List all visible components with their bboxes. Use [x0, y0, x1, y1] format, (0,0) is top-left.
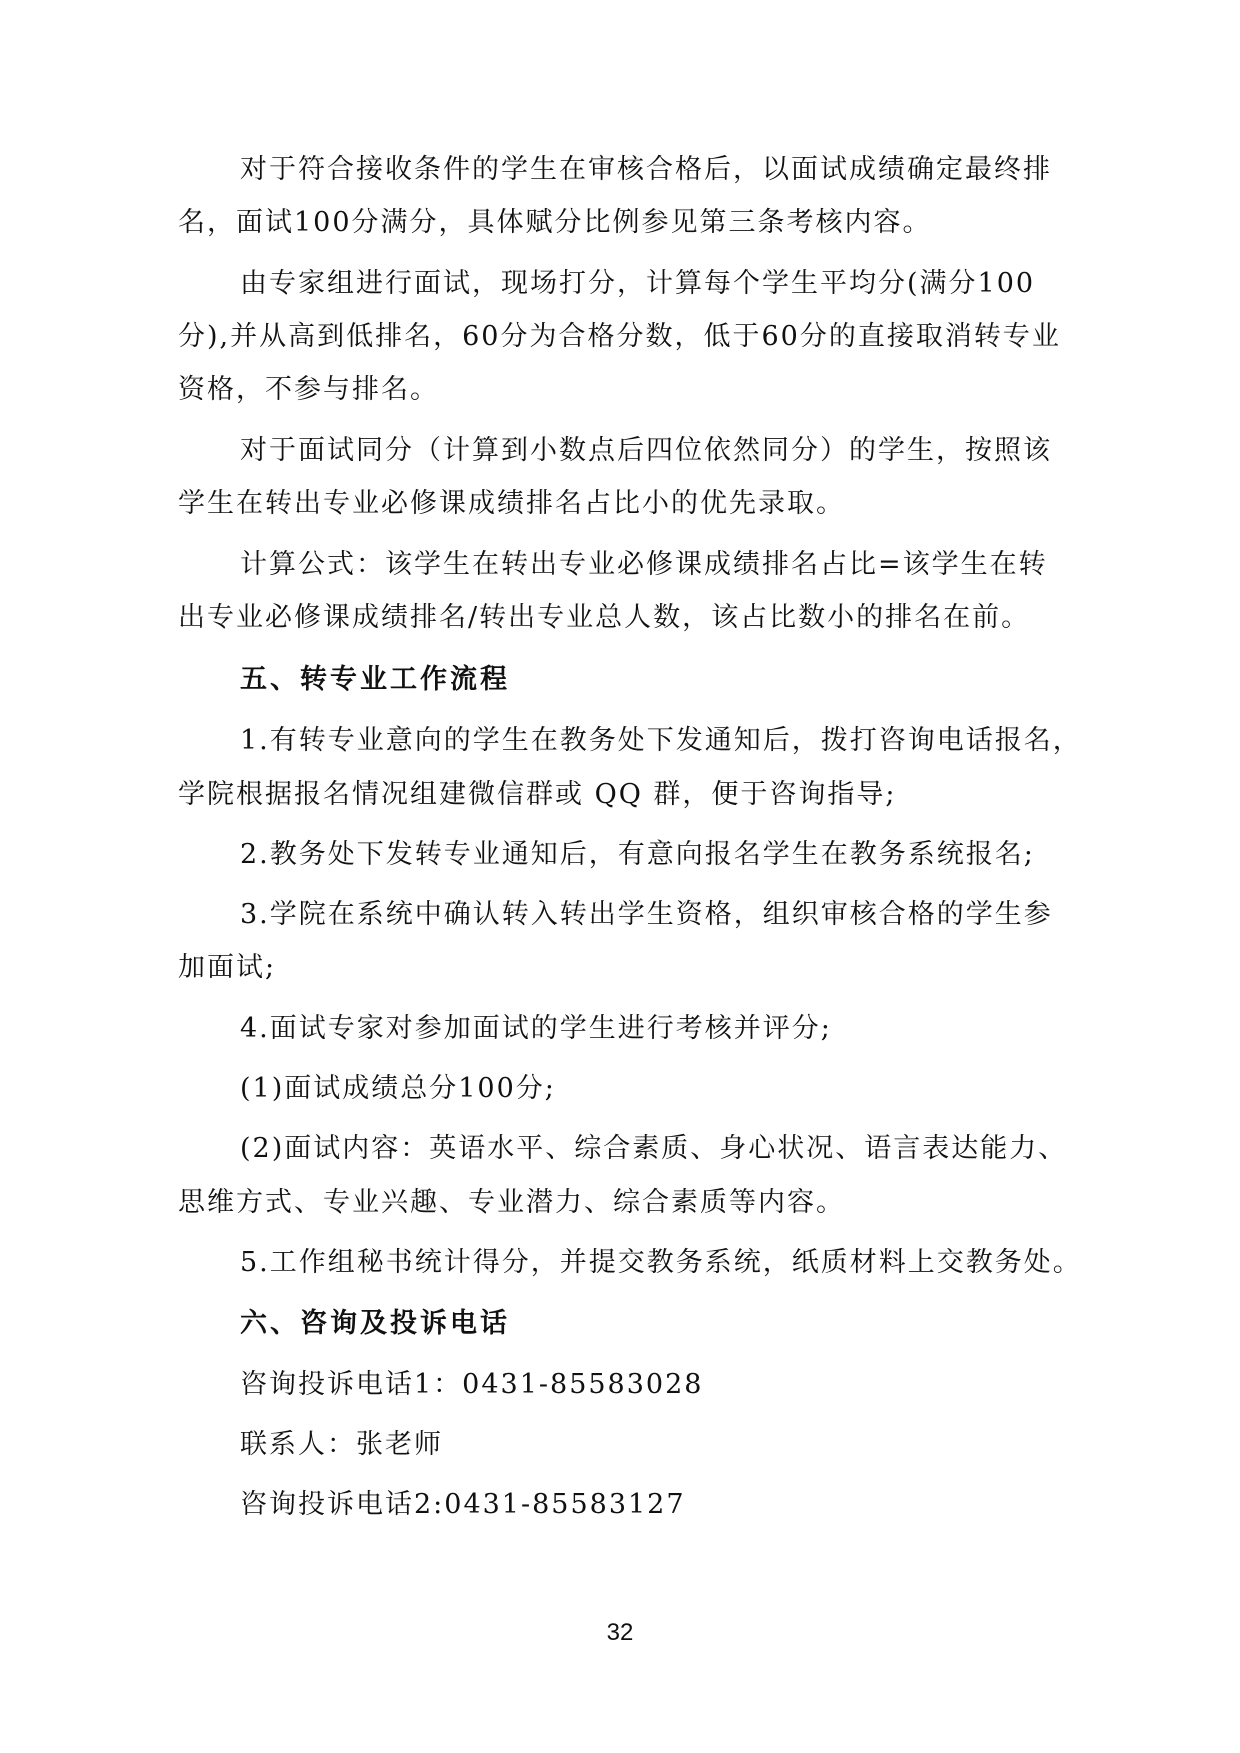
- paragraph-line: 由专家组进行面试，现场打分，计算每个学生平均分(满分100: [240, 268, 1036, 299]
- paragraph-line: 学生在转出专业必修课成绩排名占比小的优先录取。: [178, 488, 845, 519]
- paragraph-line: 1.有转专业意向的学生在教务处下发通知后，拨打咨询电话报名，: [240, 725, 1082, 756]
- paragraph-line: 2.教务处下发转专业通知后，有意向报名学生在教务系统报名;: [240, 839, 1035, 870]
- paragraph-line: 分),并从高到低排名，60分为合格分数，低于60分的直接取消转专业: [178, 321, 1061, 352]
- paragraph-line: 学院根据报名情况组建微信群或 QQ 群，便于咨询指导;: [178, 779, 897, 810]
- phone-line: 咨询投诉电话2:0431-85583127: [240, 1489, 686, 1520]
- paragraph-line: 出专业必修课成绩排名/转出专业总人数，该占比数小的排名在前。: [178, 602, 1031, 633]
- paragraph-line: 5.工作组秘书统计得分，并提交教务系统，纸质材料上交教务处。: [240, 1247, 1082, 1278]
- page-number: 32: [606, 1619, 634, 1646]
- paragraph-line: 加面试;: [178, 952, 277, 983]
- paragraph-line: 3.学院在系统中确认转入转出学生资格，组织审核合格的学生参: [240, 899, 1053, 930]
- section-heading: 六、咨询及投诉电话: [240, 1308, 510, 1339]
- paragraph-line: 名，面试100分满分，具体赋分比例参见第三条考核内容。: [178, 207, 932, 238]
- paragraph-line: 对于面试同分（计算到小数点后四位依然同分）的学生，按照该: [240, 435, 1052, 466]
- paragraph-line: (1)面试成绩总分100分;: [240, 1073, 556, 1104]
- paragraph-line: 对于符合接收条件的学生在审核合格后，以面试成绩确定最终排: [240, 154, 1052, 185]
- paragraph-line: 计算公式：该学生在转出专业必修课成绩排名占比=该学生在转: [240, 549, 1048, 580]
- section-heading: 五、转专业工作流程: [240, 664, 510, 695]
- contact-person: 联系人：张老师: [240, 1429, 443, 1460]
- paragraph-line: 资格，不参与排名。: [178, 374, 439, 405]
- paragraph-line: 4.面试专家对参加面试的学生进行考核并评分;: [240, 1013, 832, 1044]
- paragraph-line: 思维方式、专业兴趣、专业潜力、综合素质等内容。: [178, 1187, 845, 1218]
- phone-line: 咨询投诉电话1：0431-85583028: [240, 1369, 704, 1400]
- paragraph-line: (2)面试内容：英语水平、综合素质、身心状况、语言表达能力、: [240, 1133, 1068, 1164]
